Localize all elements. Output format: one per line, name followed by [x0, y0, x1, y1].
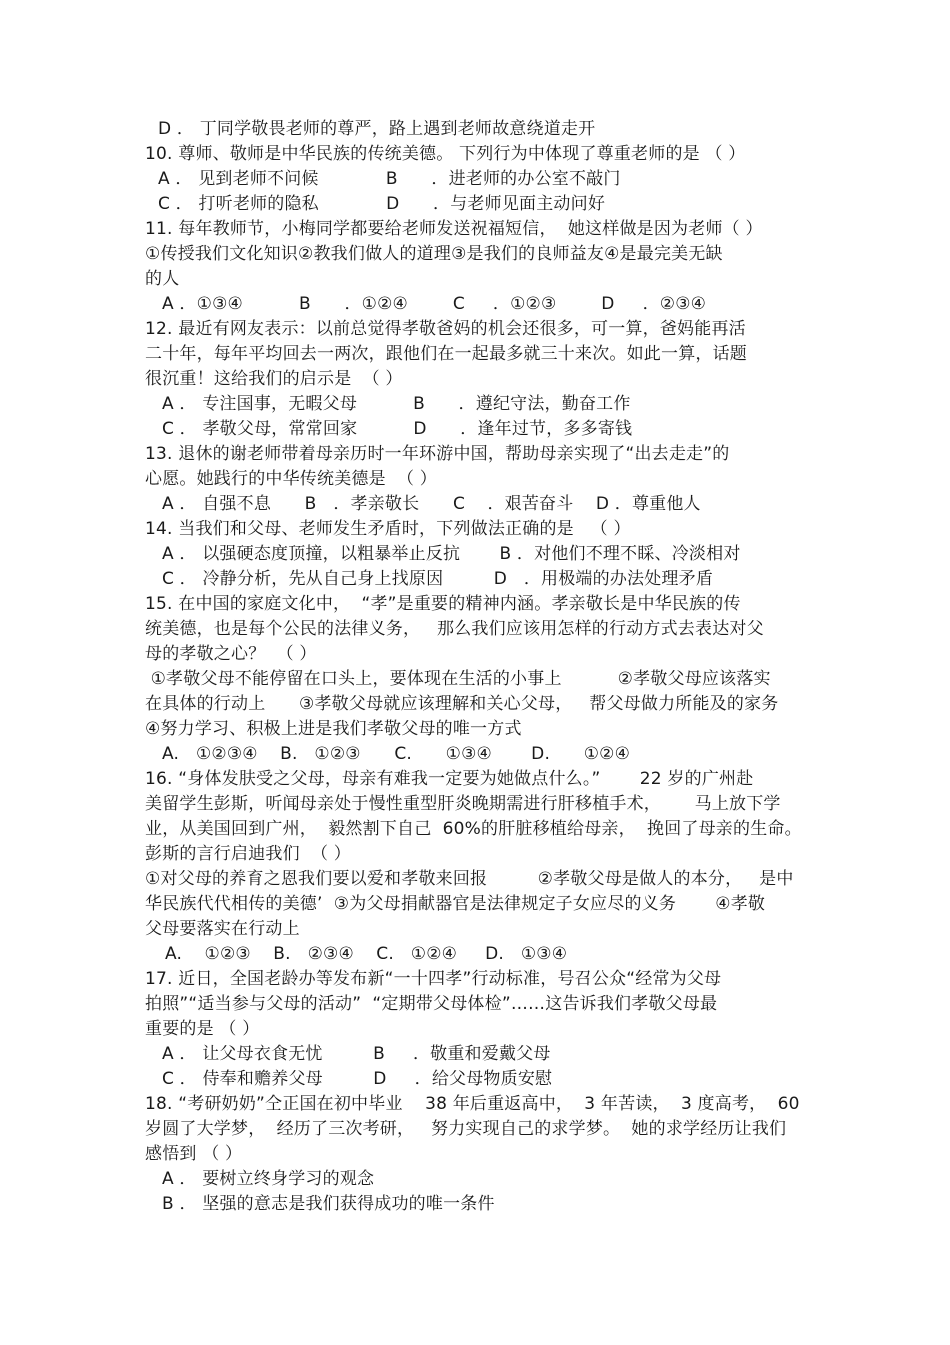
text-line: 很沉重！这给我们的启示是 （ ） [145, 369, 403, 389]
text-line: B ． 坚强的意志是我们获得成功的唯一条件 [162, 1194, 495, 1214]
text-line: 彭斯的言行启迪我们 （ ） [145, 844, 352, 864]
text-line: 17. 近日，全国老龄办等发布新“一十四孝”行动标准，号召公众“经常为父母 [145, 969, 722, 989]
text-line: D ． 丁同学敬畏老师的尊严，路上遇到老师故意绕道走开 [158, 119, 596, 139]
text-line: 在具体的行动上 ③孝敬父母就应该理解和关心父母， 帮父母做力所能及的家务 [145, 694, 779, 714]
text-line: 重要的是 （ ） [145, 1019, 260, 1039]
text-line: C ． 孝敬父母，常常回家 D ．逢年过节，多多寄钱 [162, 419, 633, 439]
text-line: 华民族代代相传的美德’ ③为父母捐献器官是法律规定子女应尽的义务 ④孝敬 [145, 894, 766, 914]
text-line: 18. “考研奶奶”仝正国在初中毕业 38 年后重返高中， 3 年苦读， 3 度高考， 60 [145, 1094, 800, 1114]
text-line: A. ①②③④ B. ①②③ C. ①③④ D. ①②④ [162, 744, 631, 764]
text-line: A ． 以强硬态度顶撞，以粗暴举止反抗 B ．对他们不理不睬、冷淡相对 [162, 544, 741, 564]
text-line: ①对父母的养育之恩我们要以爱和孝敬来回报 ②孝敬父母是做人的本分， 是中 [145, 869, 794, 889]
text-line: ①孝敬父母不能停留在口头上，要体现在生活的小事上 ②孝敬父母应该落实 [145, 669, 771, 689]
text-line: 心愿。她践行的中华传统美德是 （ ） [145, 469, 438, 489]
text-line: 母的孝敬之心？ （ ） [145, 644, 317, 664]
text-line: A ． 要树立终身学习的观念 [162, 1169, 375, 1189]
text-line: 15. 在中国的家庭文化中， “孝”是重要的精神内涵。孝亲敬长是中华民族的传 [145, 594, 741, 614]
text-line: ④努力学习、积极上进是我们孝敬父母的唯一方式 [145, 719, 522, 739]
text-line: A ． 专注国事，无暇父母 B ．遵纪守法，勤奋工作 [162, 394, 631, 414]
text-line: 11. 每年教师节，小梅同学都要给老师发送祝福短信， 她这样做是因为老师（ ） [145, 219, 763, 239]
text-line: 岁圆了大学梦， 经历了三次考研， 努力实现自己的求学梦。 她的求学经历让我们 [145, 1119, 787, 1139]
text-line: C ． 冷静分析，先从自己身上找原因 D ．用极端的办法处理矛盾 [162, 569, 714, 589]
text-line: 二十年，每年平均回去一两次，跟他们在一起最多就三十来次。如此一算，话题 [145, 344, 747, 364]
text-line: 14. 当我们和父母、老师发生矛盾时，下列做法正确的是 （ ） [145, 519, 631, 539]
text-line: 感悟到 （ ） [145, 1144, 243, 1164]
text-line: C ． 侍奉和赡养父母 D ．给父母物质安慰 [162, 1069, 553, 1089]
text-line: A ． 见到老师不问候 B ．进老师的办公室不敲门 [158, 169, 621, 189]
text-line: 16. “身体发肤受之父母，母亲有难我一定要为她做点什么。” 22 岁的广州赴 [145, 769, 754, 789]
text-line: A ． 自强不息 B ．孝亲敬长 C ．艰苦奋斗 D ．尊重他人 [162, 494, 701, 514]
text-line: A ． 让父母衣食无忧 B ．敬重和爱戴父母 [162, 1044, 551, 1064]
text-line: 业，从美国回到广州， 毅然割下自己 60%的肝脏移植给母亲， 挽回了母亲的生命。 [145, 819, 802, 839]
text-line: 13. 退休的谢老师带着母亲历时一年环游中国，帮助母亲实现了“出去走走”的 [145, 444, 730, 464]
text-line: 12. 最近有网友表示：以前总觉得孝敬爸妈的机会还很多，可一算，爸妈能再活 [145, 319, 746, 339]
text-line: C ． 打听老师的隐私 D ．与老师见面主动问好 [158, 194, 606, 214]
text-line: 美留学生彭斯，听闻母亲处于慢性重型肝炎晚期需进行肝移植手术， 马上放下学 [145, 794, 781, 814]
text-line: 的人 [145, 269, 180, 289]
text-line: 统美德，也是每个公民的法律义务， 那么我们应该用怎样的行动方式去表达对父 [145, 619, 764, 639]
text-line: A. ①②③ B. ②③④ C. ①②④ D. ①③④ [165, 944, 568, 964]
text-line: A ．①③④ B ．①②④ C ．①②③ D ．②③④ [162, 294, 707, 314]
text-line: ①传授我们文化知识②教我们做人的道理③是我们的良师益友④是最完美无缺 [145, 244, 723, 264]
text-line: 拍照”“适当参与父母的活动” “定期带父母体检”……这告诉我们孝敬父母最 [145, 994, 718, 1014]
text-line: 父母要落实在行动上 [145, 919, 300, 939]
text-line: 10. 尊师、敬师是中华民族的传统美德。 下列行为中体现了尊重老师的是 （ ） [145, 144, 746, 164]
